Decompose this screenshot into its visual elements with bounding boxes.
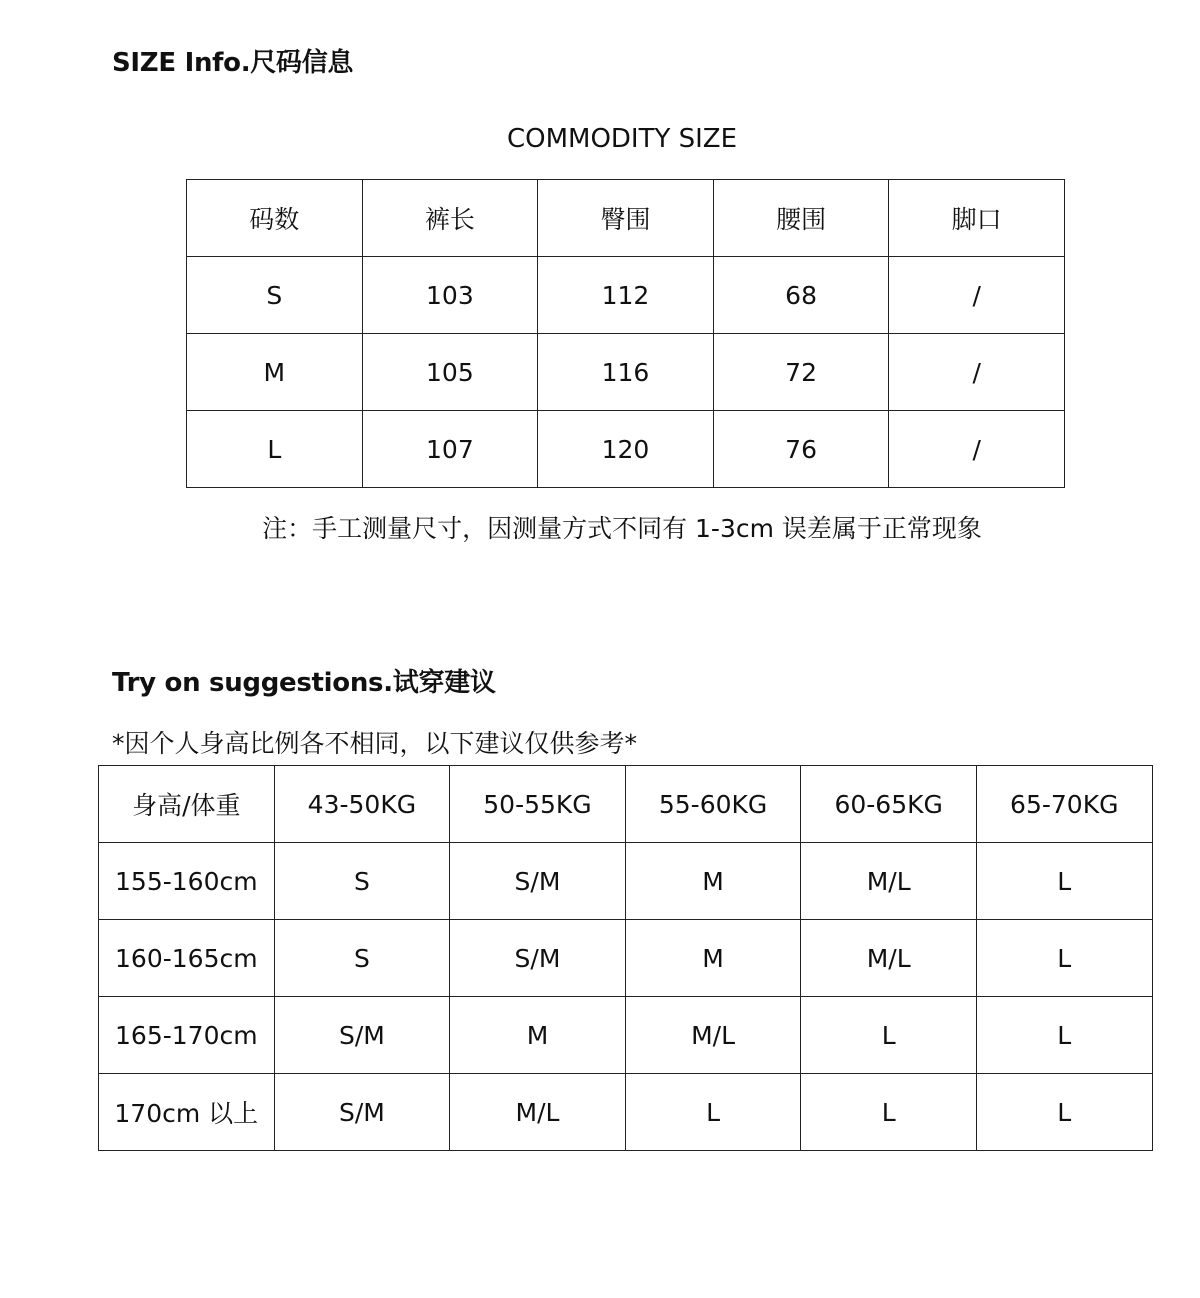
table-cell: L [187,411,363,488]
measurement-note: 注：手工测量尺寸，因测量方式不同有 1-3cm 误差属于正常现象 [262,514,982,543]
header-cell-hem: 脚口 [889,180,1065,257]
table-cell: 112 [538,257,714,334]
table-cell: M/L [801,843,977,920]
table-cell: / [889,411,1065,488]
table-cell: L [801,997,977,1074]
try-on-title: Try on suggestions.试穿建议 [112,668,496,698]
table-row [187,334,1065,411]
commodity-size-caption: COMMODITY SIZE [506,124,738,154]
table-cell: 76 [713,411,889,488]
header-cell-weight-range: 60-65KG [801,766,977,843]
table-cell: L [801,1074,977,1151]
try-on-subnote: *因个人身高比例各不相同，以下建议仅供参考* [112,729,638,758]
table-cell: M [625,920,801,997]
table-header-row [99,766,1153,843]
table-cell: 120 [538,411,714,488]
table-cell: M [187,334,363,411]
table-row [187,411,1065,488]
table-row [187,257,1065,334]
table-cell: 103 [362,257,538,334]
row-label-height: 165-170cm [99,997,275,1074]
table-cell: S/M [274,1074,450,1151]
table-cell: 116 [538,334,714,411]
size-info-title: SIZE Info.尺码信息 [112,48,354,78]
table-cell: L [976,920,1152,997]
table-row [99,843,1153,920]
row-label-height: 160-165cm [99,920,275,997]
table-cell: M/L [625,997,801,1074]
table-cell: M [450,997,626,1074]
table-cell: L [625,1074,801,1151]
table-cell: L [976,843,1152,920]
table-cell: 72 [713,334,889,411]
table-cell: M/L [450,1074,626,1151]
table-header-row [187,180,1065,257]
header-cell-weight-range: 65-70KG [976,766,1152,843]
table-row [99,920,1153,997]
table-cell: 107 [362,411,538,488]
table-cell: M [625,843,801,920]
header-cell-weight-range: 43-50KG [274,766,450,843]
table-cell: S/M [450,920,626,997]
table-cell: S [274,843,450,920]
table-cell: / [889,334,1065,411]
header-cell-waist: 腰围 [713,180,889,257]
table-row [99,1074,1153,1151]
header-cell-weight-range: 55-60KG [625,766,801,843]
table-cell: 105 [362,334,538,411]
table-cell: L [976,1074,1152,1151]
table-cell: L [976,997,1152,1074]
header-cell-length: 裤长 [362,180,538,257]
table-cell: S [274,920,450,997]
table-cell: / [889,257,1065,334]
table-row [99,997,1153,1074]
row-label-height: 155-160cm [99,843,275,920]
commodity-size-table [186,179,1065,488]
table-cell: M/L [801,920,977,997]
table-cell: S/M [450,843,626,920]
table-cell: S [187,257,363,334]
table-cell: 68 [713,257,889,334]
table-cell: S/M [274,997,450,1074]
header-cell-height-weight: 身高/体重 [99,766,275,843]
header-cell-size: 码数 [187,180,363,257]
header-cell-hip: 臀围 [538,180,714,257]
header-cell-weight-range: 50-55KG [450,766,626,843]
row-label-height: 170cm 以上 [99,1074,275,1151]
try-on-table [98,765,1153,1151]
